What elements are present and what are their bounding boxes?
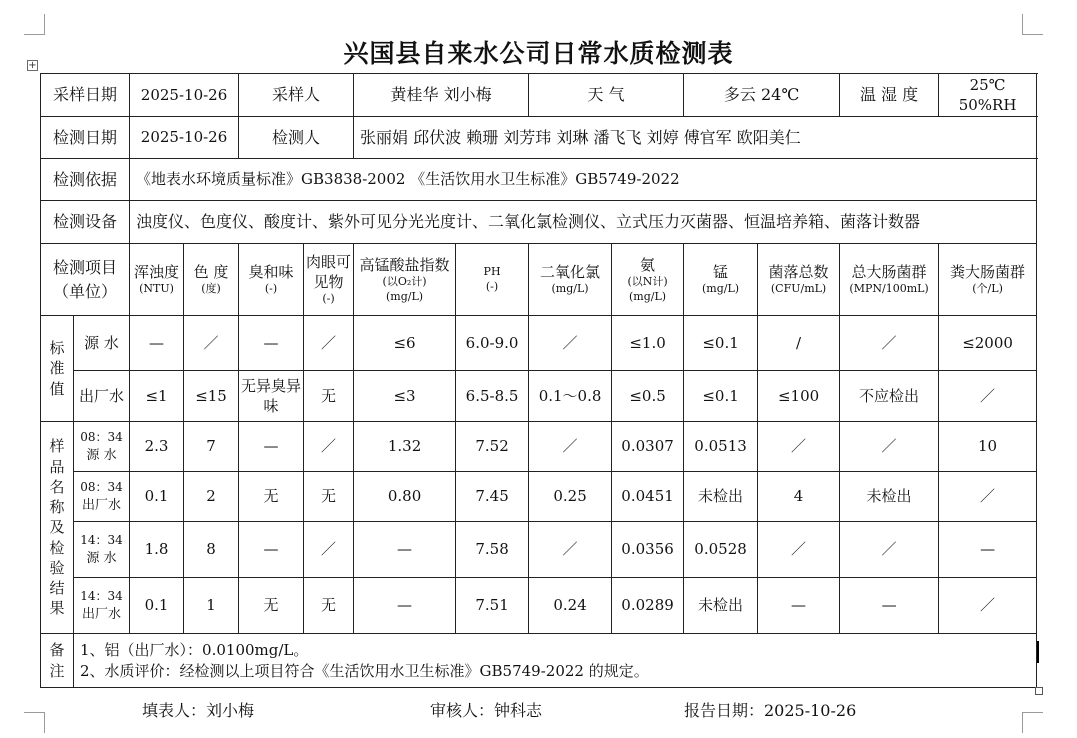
equipment-label: 检测设备 [41, 201, 130, 244]
header-ammonia: 氨 (以N计) (mg/L) [612, 244, 684, 316]
sample-date-label: 采样日期 [41, 74, 130, 117]
result-cell: 未检出 [840, 472, 939, 522]
result-cell: 10 [939, 422, 1037, 472]
header-ph: PH (-) [456, 244, 529, 316]
result-cell: 2 [184, 472, 239, 522]
standard-cell: ≤0.5 [612, 371, 684, 422]
result-cell: ／ [304, 522, 354, 578]
result-cell: — [840, 578, 939, 634]
standard-cell: 6.0-9.0 [456, 316, 529, 371]
header-odor: 臭和味 (-) [239, 244, 304, 316]
result-cell: 1.32 [354, 422, 456, 472]
result-cell: 1.8 [130, 522, 184, 578]
header-total-bacteria: 菌落总数 (CFU/mL) [758, 244, 840, 316]
header-total-coliform: 总大肠菌群 (MPN/100mL) [840, 244, 939, 316]
header-permanganate: 高锰酸盐指数 (以O₂计) (mg/L) [354, 244, 456, 316]
sample-date-value: 2025-10-26 [130, 74, 239, 117]
result-cell: 0.0356 [612, 522, 684, 578]
standard-cell: ／ [304, 316, 354, 371]
remarks-label: 备 注 [41, 634, 74, 688]
standard-cell: 不应检出 [840, 371, 939, 422]
result-cell: — [239, 422, 304, 472]
standard-cell: ≤2000 [939, 316, 1037, 371]
page-corner-marker [1022, 14, 1043, 35]
header-item-label: 检测项目 [53, 257, 118, 277]
tester-label: 检测人 [239, 117, 354, 159]
remarks-content [74, 634, 1037, 688]
weather-value: 多云 24℃ [684, 74, 840, 117]
result-cell: 1 [184, 578, 239, 634]
standard-cell: — [130, 316, 184, 371]
footer-filler: 填表人：刘小梅 [142, 701, 255, 720]
result-cell: ／ [939, 578, 1037, 634]
result-cell: 0.0528 [684, 522, 758, 578]
result-cell: ／ [758, 522, 840, 578]
sampler-value: 黄桂华 刘小梅 [354, 74, 529, 117]
testers-value: 张丽娟 邱伏波 赖珊 刘芳玮 刘琳 潘飞飞 刘婷 傅官军 欧阳美仁 [354, 117, 1037, 159]
header-color: 色 度 (度) [184, 244, 239, 316]
result-cell: 0.0307 [612, 422, 684, 472]
result-cell: 0.25 [529, 472, 612, 522]
standard-cell: ≤3 [354, 371, 456, 422]
test-date-label: 检测日期 [41, 117, 130, 159]
result-cell: 无 [304, 472, 354, 522]
info-row-sampling [41, 74, 1037, 117]
result-cell: — [939, 522, 1037, 578]
info-row-basis [41, 159, 1037, 201]
remarks-row [41, 634, 1037, 688]
temp-humidity-label: 温 湿 度 [840, 74, 939, 117]
sample-row [41, 522, 1037, 578]
result-cell: 7.58 [456, 522, 529, 578]
result-cell: — [758, 578, 840, 634]
text-cursor [1037, 641, 1039, 663]
result-cell: 0.1 [130, 472, 184, 522]
result-cell: ／ [529, 522, 612, 578]
page-corner-marker [1022, 712, 1043, 733]
result-cell: 0.0289 [612, 578, 684, 634]
sample-row [41, 472, 1037, 522]
weather-label: 天 气 [529, 74, 684, 117]
standard-source-row [41, 316, 1037, 371]
sample-section-label: 样 品 名 称 及 检 验 结 果 [41, 422, 74, 634]
standard-cell: ≤15 [184, 371, 239, 422]
result-cell: 8 [184, 522, 239, 578]
header-chlorine-dioxide: 二氧化氯 (mg/L) [529, 244, 612, 316]
header-unit-label: （单位） [53, 281, 118, 301]
result-cell: 未检出 [684, 578, 758, 634]
result-cell: ／ [758, 422, 840, 472]
standard-source-label: 源 水 [74, 316, 130, 371]
standard-outlet-label: 出厂水 [74, 371, 130, 422]
standard-cell: ／ [939, 371, 1037, 422]
remark-line: 2、水质评价：经检测以上项目符合《生活饮用水卫生标准》GB5749-2022 的规定。 [80, 661, 649, 680]
header-fecal-coliform: 粪大肠菌群 (个/L) [939, 244, 1037, 316]
standard-outlet-row [41, 371, 1037, 422]
standard-cell: ≤1 [130, 371, 184, 422]
result-cell: 7.45 [456, 472, 529, 522]
document-title: 兴国县自来水公司日常水质检测表 [343, 39, 734, 68]
test-date-value: 2025-10-26 [130, 117, 239, 159]
header-visible-matter: 肉眼可 见物 (-) [304, 244, 354, 316]
standard-cell: ≤6 [354, 316, 456, 371]
header-item-unit [41, 244, 130, 316]
standard-cell: ／ [840, 316, 939, 371]
result-cell: ／ [939, 472, 1037, 522]
result-cell: ／ [840, 522, 939, 578]
sample-row [41, 578, 1037, 634]
standard-cell: ≤100 [758, 371, 840, 422]
result-cell: 7.51 [456, 578, 529, 634]
result-cell: 0.0513 [684, 422, 758, 472]
info-row-testing [41, 117, 1037, 159]
result-cell: — [354, 578, 456, 634]
footer-report-date: 报告日期：2025-10-26 [684, 701, 857, 720]
standard-cell: ／ [529, 316, 612, 371]
sample-label: 08：34 出厂水 [74, 472, 130, 522]
sample-label: 14：34 出厂水 [74, 578, 130, 634]
result-cell: 7 [184, 422, 239, 472]
result-cell: 0.0451 [612, 472, 684, 522]
sampler-label: 采样人 [239, 74, 354, 117]
remark-line: 1、铝（出厂水）：0.0100mg/L。 [80, 641, 309, 660]
result-cell: 无 [239, 578, 304, 634]
standard-cell: ／ [184, 316, 239, 371]
standard-cell: / [758, 316, 840, 371]
result-cell: — [354, 522, 456, 578]
result-cell: 2.3 [130, 422, 184, 472]
temp-humidity-value: 25℃ 50%RH [939, 74, 1037, 117]
sample-label: 14：34 源 水 [74, 522, 130, 578]
result-cell: ／ [304, 422, 354, 472]
info-row-equipment [41, 201, 1037, 244]
result-cell: — [239, 522, 304, 578]
equipment-value: 浊度仪、色度仪、酸度计、紫外可见分光光度计、二氧化氯检测仪、立式压力灭菌器、恒温培养箱、菌落计数器 [130, 201, 1037, 244]
result-cell: 0.24 [529, 578, 612, 634]
result-cell: 0.80 [354, 472, 456, 522]
standard-cell: — [239, 316, 304, 371]
page-corner-marker [24, 712, 45, 733]
result-cell: ／ [529, 422, 612, 472]
result-cell: 4 [758, 472, 840, 522]
sample-row [41, 422, 1037, 472]
sample-label: 08：34 源 水 [74, 422, 130, 472]
result-cell: ／ [840, 422, 939, 472]
standard-section-label: 标 准 值 [41, 316, 74, 422]
standard-cell: 无异臭异味 [239, 371, 304, 422]
column-header-row [41, 244, 1037, 316]
standard-cell: 无 [304, 371, 354, 422]
standard-cell: 6.5-8.5 [456, 371, 529, 422]
result-cell: 未检出 [684, 472, 758, 522]
water-quality-table [40, 73, 1037, 688]
table-resize-handle[interactable] [1035, 687, 1043, 695]
table-move-handle-icon[interactable]: + [28, 60, 37, 71]
basis-label: 检测依据 [41, 159, 130, 201]
standard-cell: 0.1～0.8 [529, 371, 612, 422]
standard-cell: ≤0.1 [684, 371, 758, 422]
footer-reviewer: 审核人：钟科志 [430, 701, 543, 720]
standard-cell: ≤0.1 [684, 316, 758, 371]
result-cell: 无 [239, 472, 304, 522]
header-manganese: 锰 (mg/L) [684, 244, 758, 316]
header-turbidity: 浑浊度 (NTU) [130, 244, 184, 316]
basis-value: 《地表水环境质量标准》GB3838-2002 《生活饮用水卫生标准》GB5749-2022 [130, 159, 1037, 201]
result-cell: 0.1 [130, 578, 184, 634]
result-cell: 7.52 [456, 422, 529, 472]
result-cell: 无 [304, 578, 354, 634]
standard-cell: ≤1.0 [612, 316, 684, 371]
page-corner-marker [24, 14, 45, 35]
